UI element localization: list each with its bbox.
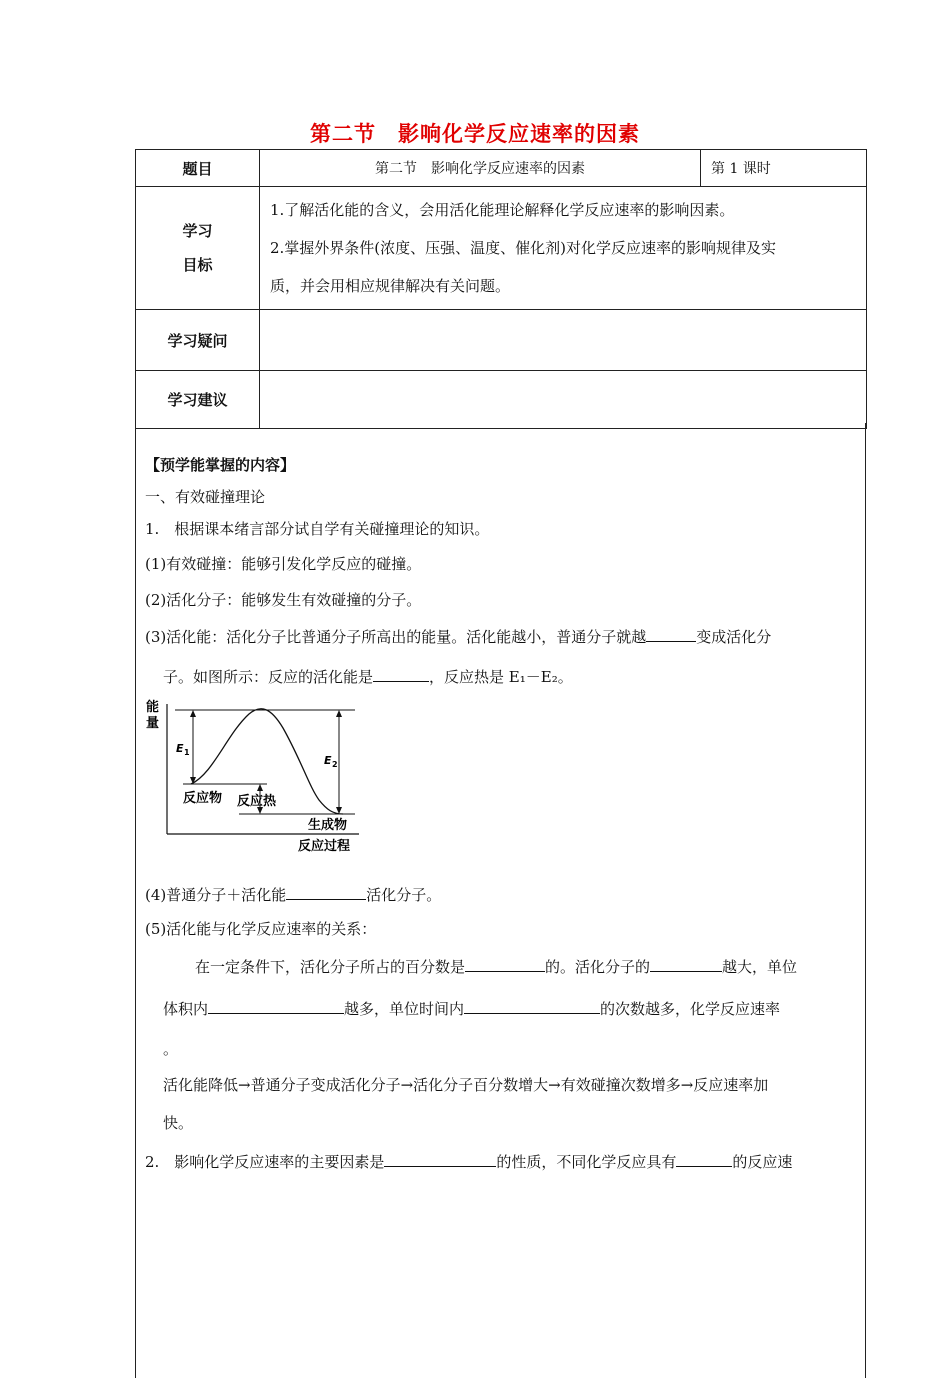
reactant-label: 反应物 <box>183 791 223 806</box>
part1-title: 一、有效碰撞理论 <box>145 488 266 506</box>
para-b1: 体积内 <box>163 1000 209 1018</box>
questions-field[interactable] <box>260 310 867 371</box>
questions-row <box>136 310 867 371</box>
product-label: 生成物 <box>308 818 348 833</box>
e2-subscript: 2 <box>332 760 338 769</box>
section-heading: 【预学能掌握的内容】 <box>145 456 296 474</box>
questions-label: 学习疑问 <box>136 310 260 371</box>
blank-field[interactable] <box>208 999 344 1014</box>
para-b2: 越多，单位时间内 <box>344 1000 465 1018</box>
sub-4a: (4)普通分子＋活化能 <box>145 886 287 904</box>
topic-label: 题目 <box>136 150 260 187</box>
para-line1 <box>195 956 797 977</box>
page-title: 第二节 影响化学反应速率的因素 <box>310 122 640 146</box>
sub-2: (2)活化分子：能够发生有效碰撞的分子。 <box>145 591 422 609</box>
sub-4 <box>145 884 441 905</box>
y-axis-label-1: 能 <box>146 700 160 715</box>
goals-label-line1: 学习 <box>182 222 213 240</box>
item-2b: 的性质，不同化学反应具有 <box>496 1153 677 1171</box>
goals-label-line2: 目标 <box>182 256 213 274</box>
e2-label: E <box>324 754 332 767</box>
blank-field[interactable] <box>373 667 429 682</box>
para-line3: 。 <box>163 1040 179 1058</box>
goal-2b: 质，并会用相应规律解决有关问题。 <box>270 277 511 295</box>
topic-row <box>136 150 867 187</box>
goals-content <box>260 187 867 310</box>
info-table <box>135 149 867 429</box>
item-1: 1. 根据课本绪言部分试自学有关碰撞理论的知识。 <box>145 520 490 538</box>
goal-2a: 2.掌握外界条件(浓度、压强、温度、催化剂)对化学反应速率的影响规律及实 <box>270 239 777 257</box>
sub-1: (1)有效碰撞：能够引发化学反应的碰撞。 <box>145 555 422 573</box>
heat-label: 反应热 <box>237 794 277 809</box>
goal-1: 1.了解活化能的含义，会用活化能理论解释化学反应速率的影响因素。 <box>270 201 735 219</box>
para-a2: 的。活化分子的 <box>545 958 651 976</box>
e1-label: E <box>176 742 184 755</box>
para-a1: 在一定条件下，活化分子所占的百分数是 <box>195 958 466 976</box>
para-b3: 的次数越多，化学反应速率 <box>600 1000 781 1018</box>
period-value: 第 1 课时 <box>701 150 867 187</box>
sub-3c: 子。如图所示：反应的活化能是 <box>163 668 374 686</box>
x-axis-label: 反应过程 <box>298 839 351 854</box>
blank-field[interactable] <box>646 627 696 642</box>
item-2 <box>145 1151 792 1172</box>
y-axis-label-2: 量 <box>146 716 160 731</box>
blank-field[interactable] <box>464 999 600 1014</box>
para-line2 <box>163 998 780 1019</box>
sub-3d: ，反应热是 E₁－E₂。 <box>429 668 573 686</box>
blank-field[interactable] <box>384 1152 496 1167</box>
sub-3a: (3)活化能：活化分子比普通分子所高出的能量。活化能越小，普通分子就越 <box>145 628 647 646</box>
goals-label <box>136 187 260 310</box>
blank-field[interactable] <box>650 957 722 972</box>
blank-field[interactable] <box>676 1152 732 1167</box>
sub-5: (5)活化能与化学反应速率的关系： <box>145 920 377 938</box>
topic-value: 第二节 影响化学反应速率的因素 <box>260 150 701 187</box>
sub-3-line1 <box>145 626 771 647</box>
suggestions-field[interactable] <box>260 371 867 429</box>
item-2c: 的反应速 <box>732 1153 793 1171</box>
blank-field[interactable] <box>465 957 545 972</box>
e1-subscript: 1 <box>184 748 190 757</box>
chain-line1: 活化能降低→普通分子变成活化分子→活化分子百分数增大→有效碰撞次数增多→反应速率加 <box>163 1076 769 1094</box>
para-a3: 越大，单位 <box>722 958 798 976</box>
suggestions-label: 学习建议 <box>136 371 260 429</box>
suggestions-row <box>136 371 867 429</box>
sub-3b: 变成活化分 <box>696 628 772 646</box>
goals-row <box>136 187 867 310</box>
energy-diagram <box>143 694 368 856</box>
item-2a: 2. 影响化学反应速率的主要因素是 <box>145 1153 385 1171</box>
blank-field[interactable] <box>286 885 366 900</box>
chain-line2: 快。 <box>163 1114 194 1132</box>
sub-3-line2 <box>163 666 573 687</box>
sub-4b: 活化分子。 <box>366 886 442 904</box>
